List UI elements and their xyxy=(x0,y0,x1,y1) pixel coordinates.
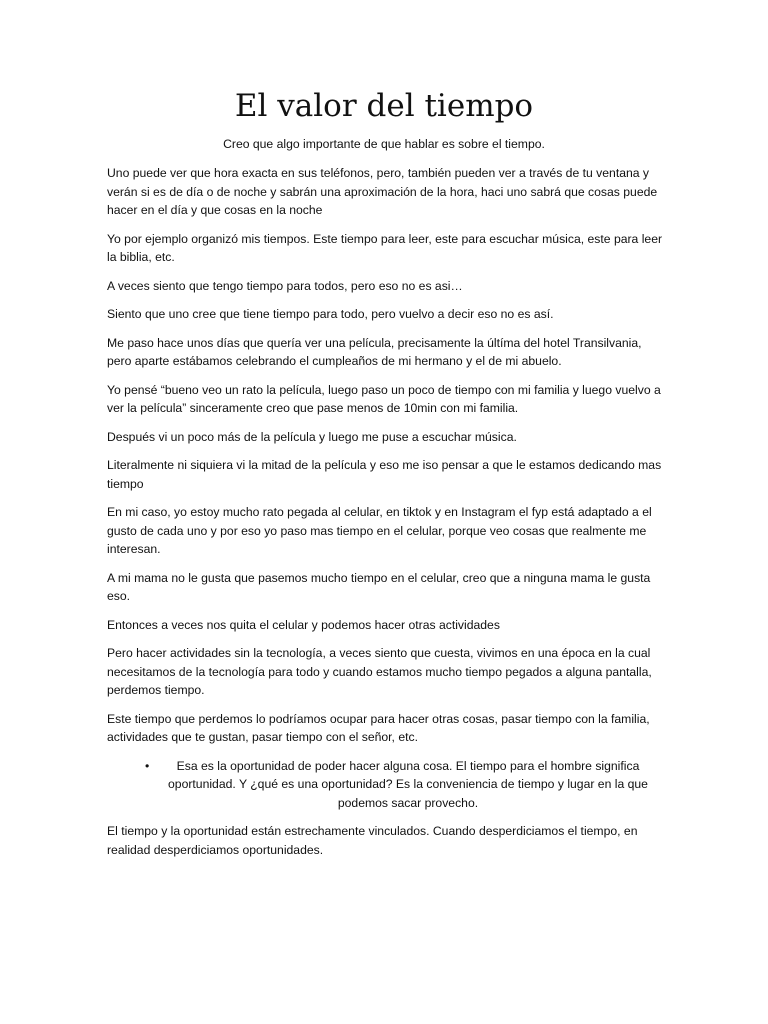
bullet-text: Esa es la oportunidad de poder hacer alguna cosa. El tiempo para el hombre significa oportunidad. Y ¿qué es una oportunidad? Es la conveniencia de tiempo y lugar en la que podemos sacar provecho. xyxy=(168,758,648,810)
paragraph: Siento que uno cree que tiene tiempo para todo, pero vuelvo a decir eso no es así. xyxy=(107,307,554,321)
paragraph: A mi mama no le gusta que pasemos mucho tiempo en el celular, creo que a ninguna mama le gusta eso. xyxy=(107,570,651,603)
bullet-list-item xyxy=(107,757,667,813)
closing-paragraph: El tiempo y la oportunidad están estrechamente vinculados. Cuando desperdiciamos el tiempo, en realidad desperdiciamos oportunidades. xyxy=(107,824,638,857)
paragraph: Yo pensé “bueno veo un rato la película, luego paso un poco de tiempo con mi familia y luego vuelvo a ver la película” sinceramente creo que pase menos de 10min con mi familia. xyxy=(107,382,661,415)
paragraph: Yo por ejemplo organizó mis tiempos. Este tiempo para leer, este para escuchar música, este para leer la biblia, etc. xyxy=(107,231,663,264)
paragraph: En mi caso, yo estoy mucho rato pegada al celular, en tiktok y en Instagram el fyp está adaptado a el gusto de cada uno y por eso yo paso mas tiempo en el celular, porque veo cosas que realmente me interesan. xyxy=(107,505,652,556)
paragraph: Literalmente ni siquiera vi la mitad de la película y eso me iso pensar a que le estamos dedicando mas tiempo xyxy=(107,458,662,491)
document-body xyxy=(107,164,667,869)
paragraph: Entonces a veces nos quita el celular y podemos hacer otras actividades xyxy=(107,617,500,632)
bullet-marker: • xyxy=(145,758,150,773)
paragraph: Pero hacer actividades sin la tecnología, a veces siento que cuesta, vivimos en una época en la cual necesitamos de la tecnología para todo y cuando estamos mucho tiempo pegados a alguna pantalla, perdemos tiempo. xyxy=(107,646,652,697)
paragraph: Este tiempo que perdemos lo podríamos ocupar para hacer otras cosas, pasar tiempo con la familia, actividades que te gustan, pasar tiempo con el señor, etc. xyxy=(107,711,650,744)
paragraph: Uno puede ver que hora exacta en sus teléfonos, pero, también pueden ver a través de tu ventana y verán si es de día o de noche y sabrán una aproximación de la hora, haci uno sabrá que cosas puede hacer en el día y que cosas en la noche xyxy=(107,166,658,217)
paragraph: A veces siento que tengo tiempo para todos, pero eso no es asi… xyxy=(107,278,463,293)
paragraph: Después vi un poco más de la película y luego me puse a escuchar música. xyxy=(107,429,517,444)
document-subtitle: Creo que algo importante de que hablar es sobre el tiempo. xyxy=(223,137,545,151)
paragraph: Me paso hace unos días que quería ver una película, precisamente la últíma del hotel Transilvania, pero aparte estábamos celebrando el cumpleaños de mi hermano y el de mi abuelo. xyxy=(107,335,642,368)
document-title: El valor del tiempo xyxy=(234,88,534,124)
